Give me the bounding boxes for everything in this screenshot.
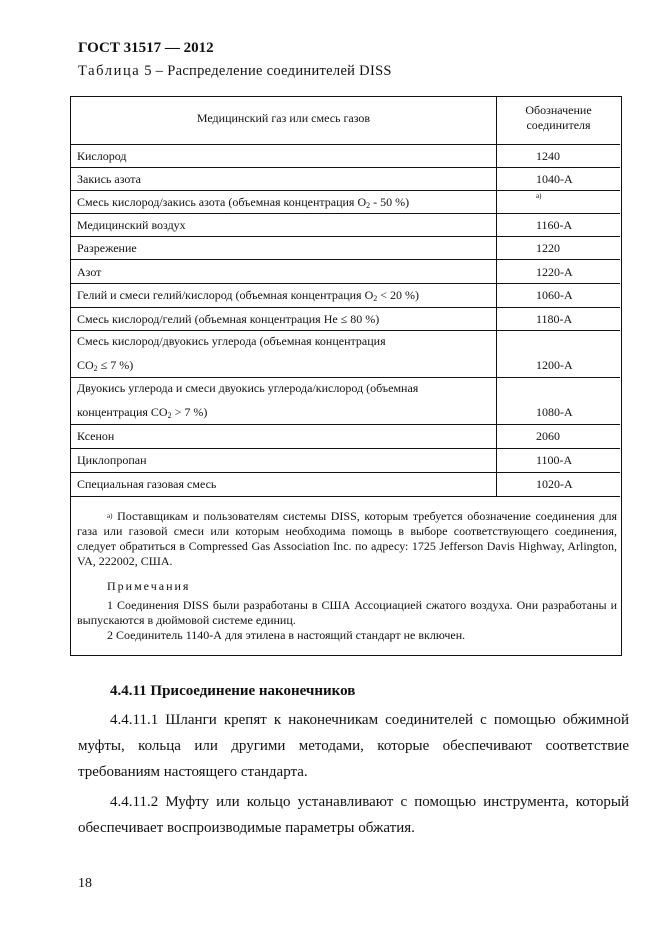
footnote-mark: a) bbox=[107, 512, 113, 520]
code-cell: 1220-А bbox=[536, 265, 573, 279]
gas-cell: Двуокись углерода и смеси двуокись углерода/кислород (объемная bbox=[77, 381, 419, 395]
paragraph-1-text: 4.4.11.1 Шланги крепят к наконечникам соединителей с помощью обжимной муфты, кольца или другими методами, которые обеспечивают соответствие требованиям настоящего стандарта. bbox=[78, 712, 629, 780]
gas-cell: Ксенон bbox=[77, 429, 115, 443]
table-caption bbox=[78, 63, 392, 80]
gas-text-end: < 20 %) bbox=[377, 288, 419, 302]
gas-cell: Азот bbox=[77, 265, 102, 279]
gas-text-end: ≤ 7 %) bbox=[97, 358, 134, 372]
section-title: 4.4.11 Присоединение наконечников bbox=[110, 683, 356, 699]
gas-text: СО bbox=[77, 358, 94, 372]
footnote-text: Поставщикам и пользователям системы DISS, которым требуется обозначение соединения для газа или газовой смеси или которым необходима помощь в выборе соответствующего соединения, следует обратиться в Compressed Gas Association Inc. по адресу: 1725 Jefferson Davis Highway, Arlington, VA, 222002, США. bbox=[77, 509, 617, 568]
gas-cell: Разрежение bbox=[77, 241, 137, 255]
table-row bbox=[71, 260, 620, 284]
table-row bbox=[71, 237, 620, 260]
subscript: 2 bbox=[366, 201, 371, 210]
gas-cell: Смесь кислород/двуокись углерода (объемная концентрация bbox=[77, 334, 386, 348]
diss-table bbox=[70, 96, 622, 656]
table-row bbox=[71, 449, 620, 473]
gas-cell: Смесь кислород/гелий (объемная концентрация Не ≤ 80 %) bbox=[77, 312, 380, 326]
gas-text-end: > 7 %) bbox=[171, 405, 208, 419]
paragraph-1 bbox=[78, 707, 629, 785]
table-row bbox=[71, 284, 620, 308]
code-cell: 1200-А bbox=[536, 358, 573, 372]
subscript: 2 bbox=[93, 364, 98, 373]
code-cell: 1160-А bbox=[536, 218, 573, 232]
table-word: Таблица bbox=[78, 63, 141, 79]
table-row bbox=[71, 331, 620, 378]
table-row bbox=[71, 191, 620, 214]
standard-number: ГОСТ 31517 — 2012 bbox=[78, 40, 214, 56]
page-number: 18 bbox=[78, 876, 92, 891]
table-header-row bbox=[71, 97, 620, 145]
gas-text: Гелий и смеси гелий/кислород (объемная концентрация О bbox=[77, 288, 374, 302]
gas-cell: Циклопропан bbox=[77, 453, 147, 467]
paragraph-2 bbox=[78, 789, 629, 841]
code-cell: 1180-А bbox=[536, 312, 573, 326]
gas-text: Смесь кислород/закись азота (объемная концентрация О bbox=[77, 195, 367, 209]
code-cell: 1040-А bbox=[536, 172, 573, 186]
gas-text-end: - 50 %) bbox=[370, 195, 410, 209]
gas-cell bbox=[77, 195, 409, 210]
code-cell: 1060-А bbox=[536, 288, 573, 302]
table-notes bbox=[77, 509, 617, 643]
subscript: 2 bbox=[373, 294, 378, 303]
paragraph-2-text: 4.4.11.2 Муфту или кольцо устанавливают с помощью инструмента, который обеспечивает воспроизводимые параметры обжатия. bbox=[78, 794, 629, 836]
code-cell: 1220 bbox=[536, 241, 560, 255]
table-row bbox=[71, 425, 620, 449]
code-cell: 1240 bbox=[536, 149, 560, 163]
table-caption-text: 5 – Распределение соединителей DISS bbox=[140, 63, 392, 79]
table-row bbox=[71, 214, 620, 237]
notes-title: Примечания bbox=[107, 579, 191, 593]
code-cell: a) bbox=[536, 192, 542, 200]
footnote bbox=[77, 509, 617, 569]
gas-cell-line2 bbox=[77, 405, 207, 420]
gas-cell-line2 bbox=[77, 358, 133, 373]
code-cell: 1100-А bbox=[536, 453, 573, 467]
column-header-code-line1: Обозначение bbox=[525, 103, 592, 117]
gas-cell: Закись азота bbox=[77, 172, 141, 186]
gas-cell: Кислород bbox=[77, 149, 127, 163]
column-header-code bbox=[497, 103, 620, 133]
gas-cell: Специальная газовая смесь bbox=[77, 477, 217, 491]
table-row bbox=[71, 308, 620, 331]
table-row bbox=[71, 168, 620, 191]
gas-cell: Медицинский воздух bbox=[77, 218, 186, 232]
note-1: 1 Соединения DISS были разработаны в США Ассоциацией сжатого воздуха. Они разработаны и выпускаются в дюймовой системе единиц. bbox=[77, 598, 617, 627]
gas-cell bbox=[77, 288, 419, 303]
table-row bbox=[71, 378, 620, 425]
code-cell: 2060 bbox=[536, 429, 560, 443]
code-cell: 1020-А bbox=[536, 477, 573, 491]
gas-text: концентрация СО bbox=[77, 405, 168, 419]
code-cell: 1080-А bbox=[536, 405, 573, 419]
subscript: 2 bbox=[167, 411, 172, 420]
table-row bbox=[71, 473, 620, 497]
table-row bbox=[71, 145, 620, 168]
note-2: 2 Соединитель 1140-А для этилена в настоящий стандарт не включен. bbox=[107, 628, 466, 642]
column-header-gas: Медицинский газ или смесь газов bbox=[196, 111, 371, 125]
column-header-code-line2: соединителя bbox=[526, 118, 591, 132]
